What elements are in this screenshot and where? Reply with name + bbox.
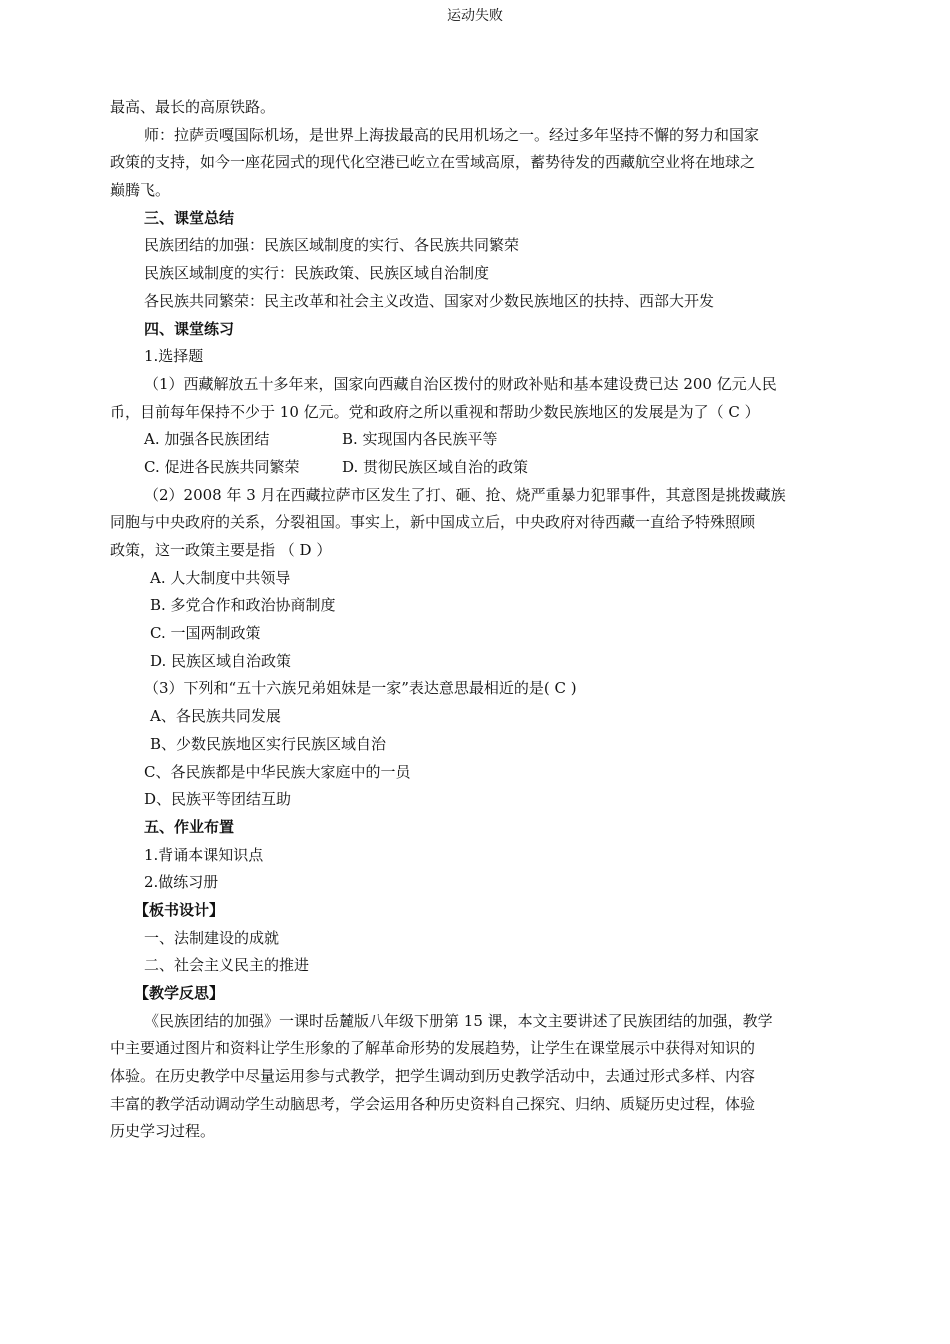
option: A、各民族共同发展 — [150, 707, 281, 726]
reflection-line: 体验。在历史教学中尽量运用参与式教学，把学生调动到历史教学活动中，去通过形式多样、内容 — [110, 1067, 756, 1086]
homework-line: 1.背诵本课知识点 — [144, 845, 264, 864]
option: D、民族平等团结互助 — [144, 790, 292, 809]
option: C. 一国两制政策 — [150, 624, 261, 643]
question-line: （3）下列和“五十六族兄弟姐妹是一家”表达意思最相近的是( C ) — [144, 679, 577, 698]
option: D. 民族区域自治政策 — [150, 651, 292, 670]
option-row — [110, 426, 840, 454]
question-line: 同胞与中央政府的关系，分裂祖国。事实上，新中国成立后，中央政府对待西藏一直给予特殊照顾 — [110, 513, 756, 532]
reflection-line: 历史学习过程。 — [110, 1122, 216, 1141]
reflection-line: 丰富的教学活动调动学生动脑思考，学会运用各种历史资料自己探究、归纳、质疑历史过程，体验 — [110, 1094, 756, 1113]
option: A. 人大制度中共领导 — [150, 568, 291, 587]
practice-subheading: 1.选择题 — [144, 347, 204, 366]
reflection-line: 《民族团结的加强》一课时岳麓版八年级下册第 15 课，本文主要讲述了民族团结的加强，教学 — [144, 1011, 773, 1030]
reflection-line: 中主要通过图片和资料让学生形象的了解革命形势的发展趋势，让学生在课堂展示中获得对知识的 — [110, 1039, 756, 1058]
page-header: 运动失败 — [447, 8, 503, 24]
question-line: 币，目前每年保持不少于 10 亿元。党和政府之所以重视和帮助少数民族地区的发展是为了（ C ） — [110, 402, 760, 421]
summary-line: 各民族共同繁荣：民主改革和社会主义改造、国家对少数民族地区的扶持、西部大开发 — [144, 291, 715, 310]
reflection-heading: 【教学反思】 — [134, 984, 225, 1002]
question-line: （2）2008 年 3 月在西藏拉萨市区发生了打、砸、抢、烧严重暴力犯罪事件，其意图是挑拨藏族 — [144, 485, 786, 504]
option: B、少数民族地区实行民族区域自治 — [150, 734, 387, 753]
option: A. 加强各民族团结 — [144, 430, 270, 449]
board-line: 二、社会主义民主的推进 — [144, 956, 310, 975]
paragraph-line: 政策的支持，如今一座花园式的现代化空港已屹立在雪域高原，蓄势待发的西藏航空业将在地球之 — [110, 153, 756, 172]
option: C、各民族都是中华民族大家庭中的一员 — [144, 762, 411, 781]
question-line: （1）西藏解放五十多年来，国家向西藏自治区拨付的财政补贴和基本建设费已达 200 亿元人民 — [144, 374, 777, 393]
question-line: 政策，这一政策主要是指 （ D ） — [110, 541, 332, 559]
board-line: 一、法制建设的成就 — [144, 928, 280, 947]
option: B. 实现国内各民族平等 — [342, 430, 498, 449]
summary-line: 民族团结的加强：民族区域制度的实行、各民族共同繁荣 — [144, 236, 520, 255]
paragraph-line: 师：拉萨贡嘎国际机场，是世界上海拔最高的民用机场之一。经过多年坚持不懈的努力和国家 — [144, 125, 760, 144]
option: B. 多党合作和政治协商制度 — [150, 596, 336, 615]
option-row — [110, 454, 840, 482]
board-design-heading: 【板书设计】 — [134, 900, 225, 919]
option: C. 促进各民族共同繁荣 — [144, 457, 300, 476]
section-heading-summary: 三、课堂总结 — [144, 208, 235, 227]
homework-line: 2.做练习册 — [144, 873, 219, 892]
option: D. 贯彻民族区域自治的政策 — [342, 457, 529, 476]
paragraph-line: 巅腾飞。 — [110, 181, 171, 200]
summary-line: 民族区域制度的实行：民族政策、民族区域自治制度 — [144, 264, 490, 283]
paragraph-line: 最高、最长的高原铁路。 — [110, 98, 276, 116]
section-heading-practice: 四、课堂练习 — [144, 319, 235, 338]
document-body — [110, 94, 840, 1146]
section-heading-homework: 五、作业布置 — [144, 817, 235, 836]
